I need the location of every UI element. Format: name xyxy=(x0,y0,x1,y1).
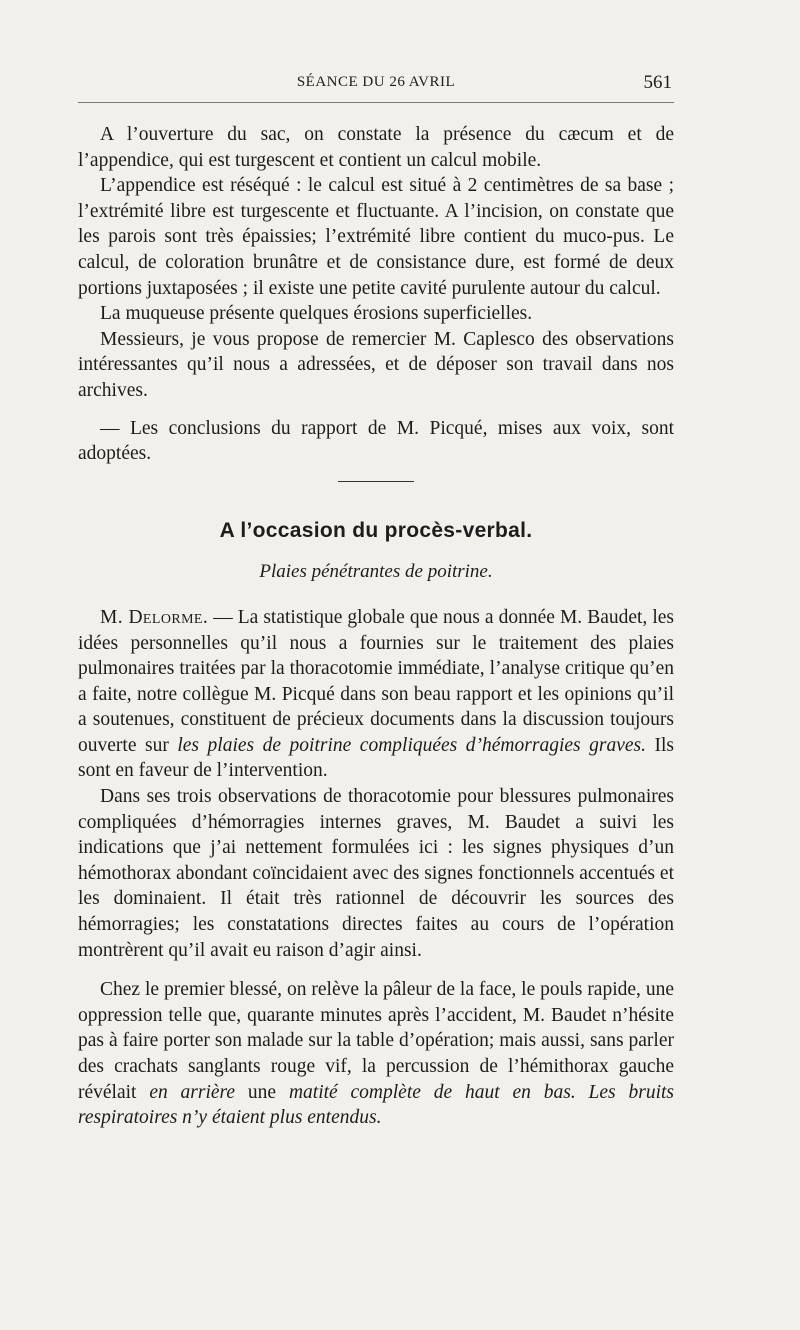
speaker-name: M. Delorme. xyxy=(100,606,209,628)
page-number: 561 xyxy=(643,72,672,93)
paragraph-discussion-3-italic-1: en arrière xyxy=(149,1081,236,1103)
page xyxy=(78,62,674,1131)
section-divider xyxy=(338,481,414,482)
paragraph-discussion-3 xyxy=(78,977,674,1131)
paragraph-discussion-3-start: Chez le premier blessé, on relève la pâleur de la face, le pouls rapide, une oppression telle que, quarante minutes après l’accident, M. Baudet n’hésite pas à faire porter son malade sur la table d’opération; mais aussi, sans parler des crachats sanglants rouge vif, la percussion de l’hémithorax gauche révélait xyxy=(78,979,674,1103)
paragraph-discussion-1-end: Ils sont en faveur de l’intervention. xyxy=(78,734,674,782)
paragraph-discussion-2: Dans ses trois observations de thoracotomie pour blessures pulmonaires compliquées d’hémorragies internes graves, M. Baudet a suivi les indications que j’ai nettement formulées ici : les signes physiques d’un hémothorax abondant coïncidaient avec des signes fonctionnels accentués et les dominaient. Il était très rationnel de découvrir les sources des hémorragies; les constatations directes faites au cours de l’opération montrèrent qu’il avait eu raison d’agir ainsi. xyxy=(78,786,674,961)
spacer xyxy=(78,963,674,977)
paragraph-report-4: Messieurs, je vous propose de remercier M. Caplesco des observations intéressantes qu’il nous a adressées, et de déposer son travail dans nos archives. xyxy=(78,328,674,401)
text-body xyxy=(78,122,674,1131)
paragraph-report-3: La muqueuse présente quelques érosions superficielles. xyxy=(100,303,533,325)
paragraph-discussion-1-text: — La statistique globale que nous a donnée M. Baudet, les idées personnelles qu’il nous a fournies sur le traitement des plaies pulmonaires traitées par la thoracotomie immédiate, l’analyse critique qu’en a faite, notre collègue M. Picqué dans son beau rapport et les opinions qu’il a soutenues, constituent de précieux documents dans la discussion toujours ouverte sur xyxy=(78,606,674,756)
paragraph-conclusion: — Les conclusions du rapport de M. Picqué, mises aux voix, sont adoptées. xyxy=(78,417,674,465)
spacer xyxy=(78,404,674,416)
running-title: SÉANCE DU 26 AVRIL xyxy=(296,74,456,90)
section-title: A l’occasion du procès-verbal. xyxy=(219,518,533,542)
paragraph-discussion-3-mid: une xyxy=(235,1081,289,1103)
paragraph-discussion-1 xyxy=(78,605,674,784)
section-subtitle: Plaies pénétrantes de poitrine. xyxy=(259,561,493,583)
paragraph-report-2: L’appendice est réséqué : le calcul est situé à 2 centimètres de sa base ; l’extrémité libre est turgescente et fluctuante. A l’incision, on constate que les parois sont très épaissies; l’extrémité libre contient du muco-pus. Le calcul, de coloration brunâtre et de consistance dure, est formé de deux portions juxtaposées ; il existe une petite cavité purulente autour du calcul. xyxy=(78,175,674,299)
paragraph-report-1: A l’ouverture du sac, on constate la présence du cæcum et de l’appendice, qui est turgescent et contient un calcul mobile. xyxy=(78,124,674,171)
running-header xyxy=(78,62,674,103)
paragraph-discussion-3-italic-2: matité complète de haut en bas. Les bruits respiratoires n’y étaient plus entendus. xyxy=(78,1081,674,1129)
paragraph-discussion-1-italic: les plaies de poitrine compliquées d’hémorragies graves. xyxy=(177,734,646,756)
